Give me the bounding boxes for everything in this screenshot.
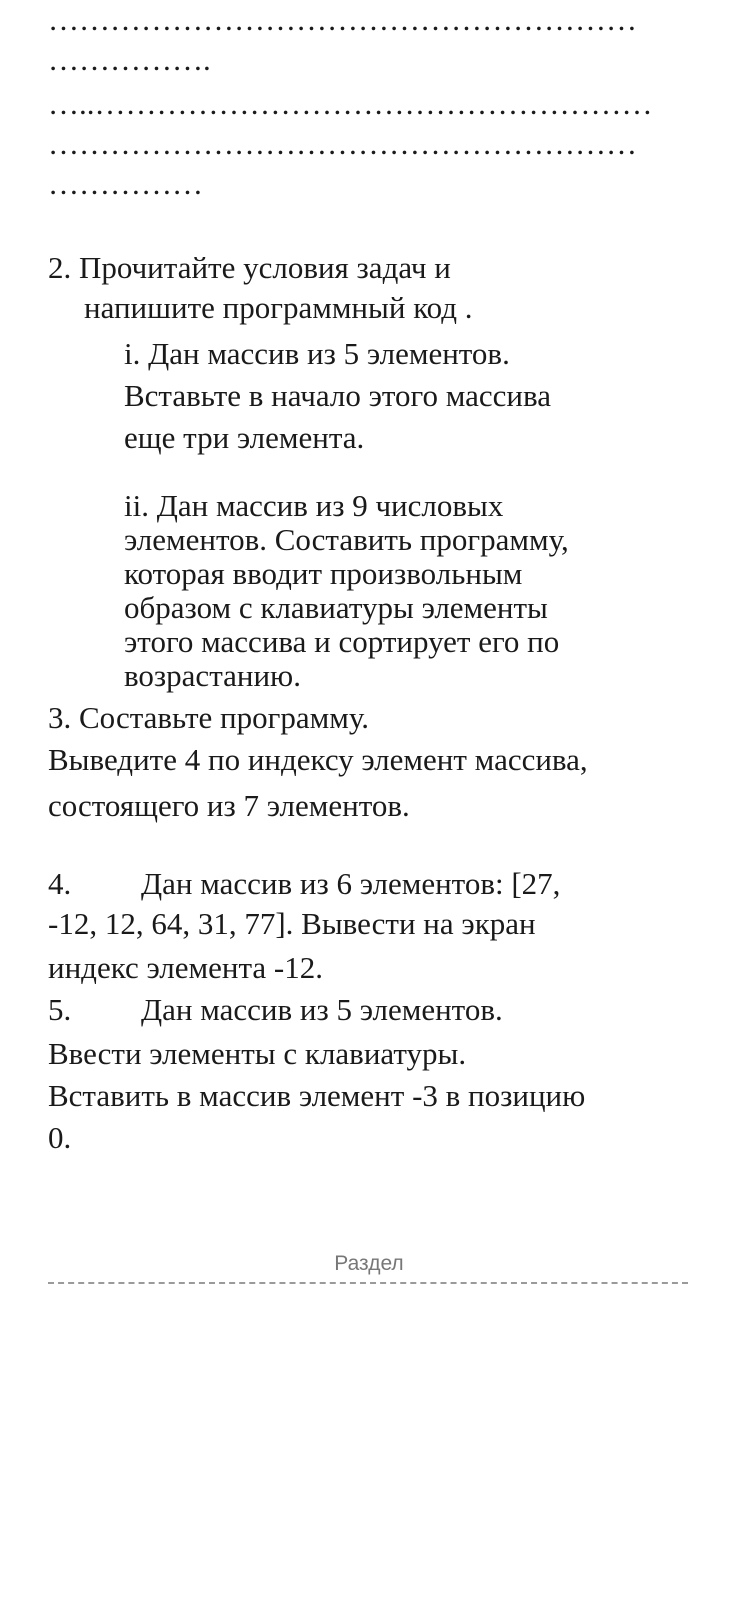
task5-line4: 0. bbox=[48, 1120, 72, 1155]
task4-line2: -12, 12, 64, 31, 77]. Вывести на экран bbox=[48, 906, 536, 941]
dotted-line-2: ……………. bbox=[48, 42, 211, 77]
dotted-line-4: ………………………………………………… bbox=[48, 126, 637, 161]
task5-line1: 5. Дан массив из 5 элементов. bbox=[48, 992, 503, 1027]
task3-line1: 3. Составьте программу. bbox=[48, 700, 369, 735]
task3-line2: Выведите 4 по индексу элемент массива, bbox=[48, 742, 588, 777]
task2-sub-i-line2: Вставьте в начало этого массива bbox=[124, 378, 552, 413]
task3-line3: состоящего из 7 элементов. bbox=[48, 788, 410, 823]
task2-sub-ii-line5: этого массива и сортирует его по bbox=[124, 624, 560, 659]
task2-sub-ii-line2: элементов. Составить программу, bbox=[124, 522, 569, 557]
task5-line2: Ввести элементы с клавиатуры. bbox=[48, 1036, 467, 1071]
task2-sub-ii-line3: которая вводит произвольным bbox=[124, 556, 523, 591]
task2-sub-i-line1: i. Дан массив из 5 элементов. bbox=[124, 336, 510, 371]
task4-line1: 4. Дан массив из 6 элементов: [27, bbox=[48, 866, 561, 901]
task2-sub-i-line3: еще три элемента. bbox=[124, 420, 365, 455]
task2-sub-ii-line6: возрастанию. bbox=[124, 658, 301, 693]
task2-sub-ii-line1: ii. Дан массив из 9 числовых bbox=[124, 488, 504, 523]
task5-line3: Вставить в массив элемент -3 в позицию bbox=[48, 1078, 586, 1113]
section-break-label: Раздел bbox=[334, 1252, 404, 1275]
task2-heading-line2: напишите программный код . bbox=[84, 290, 473, 325]
task2-sub-ii-line4: образом с клавиатуры элементы bbox=[124, 590, 548, 625]
task2-heading-line1: 2. Прочитайте условия задач и bbox=[48, 250, 451, 285]
dotted-line-3: …..……………………………………………… bbox=[48, 86, 653, 121]
dotted-line-5: …………… bbox=[48, 166, 203, 201]
dotted-line-1: ………………………………………………… bbox=[48, 2, 637, 37]
section-break-line bbox=[48, 1282, 688, 1284]
task4-line3: индекс элемента -12. bbox=[48, 950, 323, 985]
